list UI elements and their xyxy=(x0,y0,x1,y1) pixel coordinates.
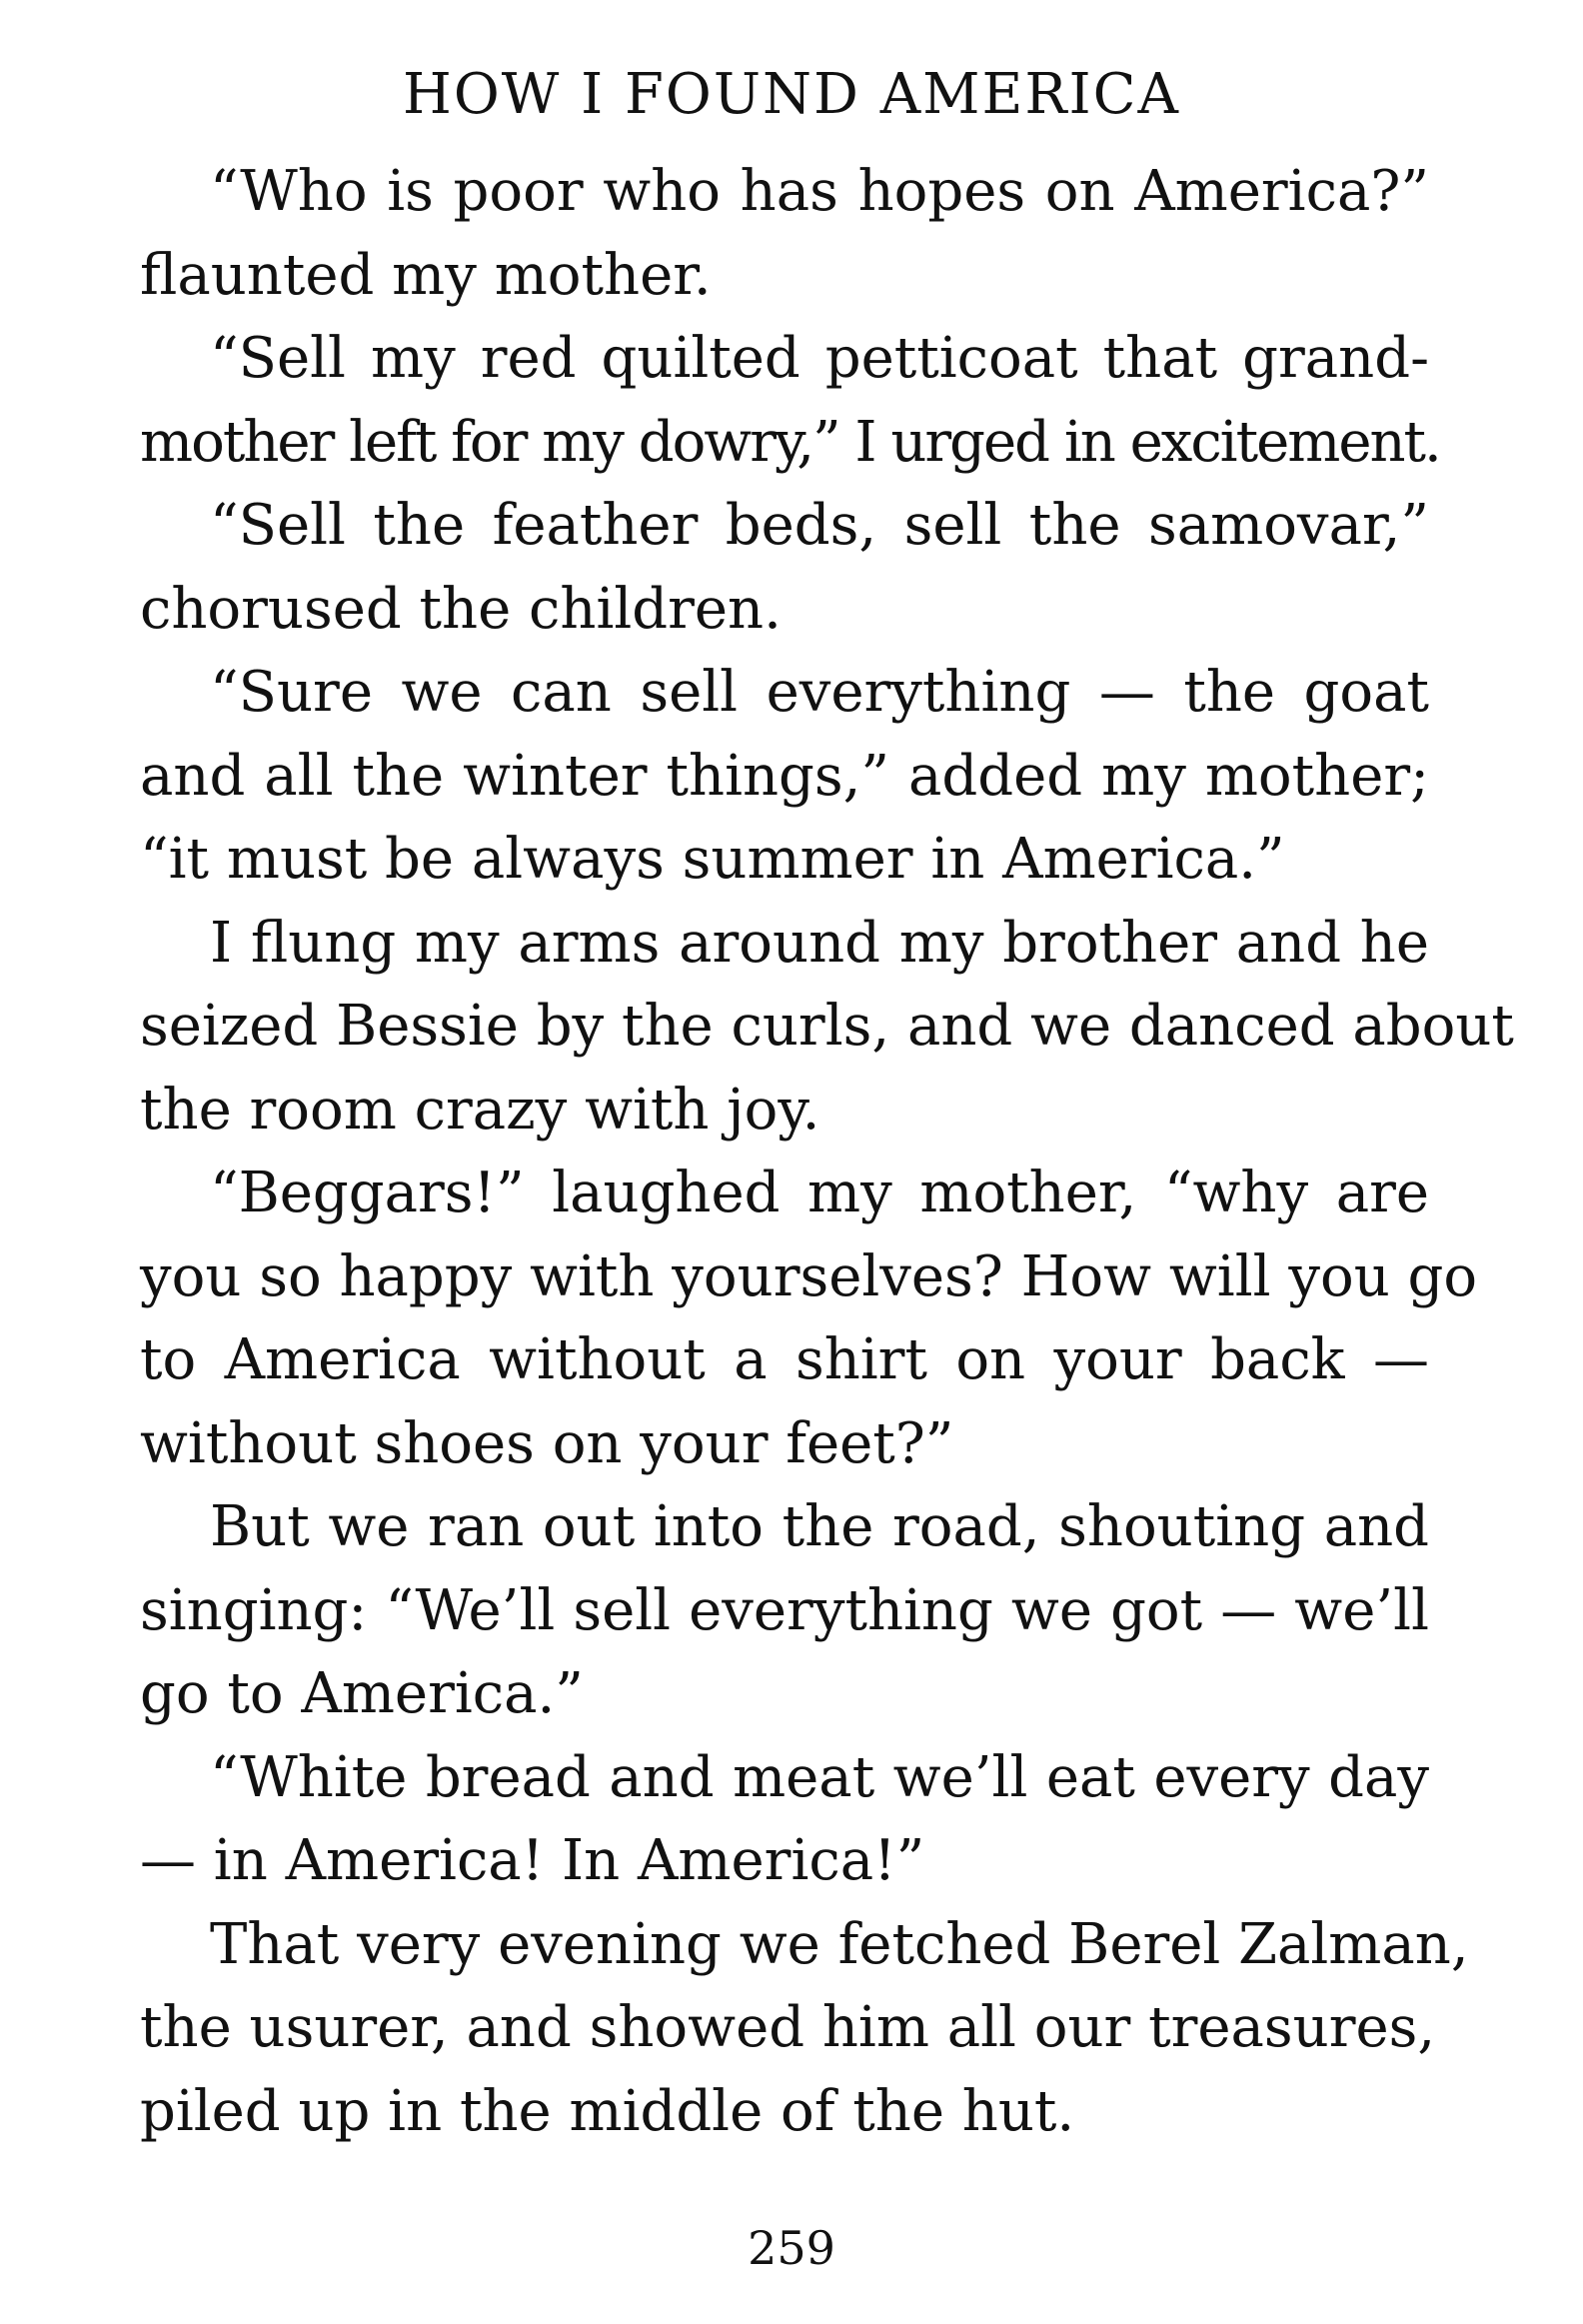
paragraph xyxy=(140,902,1514,1153)
text-line: chorused the children. xyxy=(140,576,782,642)
text-line: I flung my arms around my brother and he xyxy=(210,910,1429,976)
paragraph xyxy=(140,317,1440,484)
body-text xyxy=(140,150,1514,2153)
text-line: “White bread and meat we’ll eat every day xyxy=(210,1744,1429,1810)
text-line: to America without a shirt on your back — xyxy=(140,1327,1429,1392)
text-line: mother left for my dowry,” I urged in excitement. xyxy=(140,409,1440,475)
text-line: But we ran out into the road, shouting and xyxy=(210,1494,1429,1559)
text-line: the room crazy with joy. xyxy=(140,1077,820,1143)
text-line: the usurer, and showed him all our treasures, xyxy=(140,1995,1436,2060)
text-line: “it must be always summer in America.” xyxy=(140,827,1285,892)
paragraph xyxy=(140,484,1429,651)
paragraph xyxy=(140,150,1429,317)
running-head: HOW I FOUND AMERICA xyxy=(403,62,1180,127)
text-line: you so happy with yourselves? How will you go xyxy=(140,1243,1478,1309)
text-line: “Sell my red quilted petticoat that grand- xyxy=(210,326,1429,391)
text-line: piled up in the middle of the hut. xyxy=(140,2078,1075,2144)
paragraph xyxy=(140,1485,1429,1736)
text-line: “Sell the feather beds, sell the samovar,” xyxy=(210,493,1429,558)
text-line: “Who is poor who has hopes on America?” xyxy=(210,159,1429,224)
text-line: without shoes on your feet?” xyxy=(140,1410,954,1476)
text-line: flaunted my mother. xyxy=(140,242,712,308)
paragraph xyxy=(140,651,1429,902)
paragraph xyxy=(140,1736,1429,1903)
text-line: That very evening we fetched Berel Zalman, xyxy=(210,1911,1469,1977)
text-line: “Sure we can sell everything — the goat xyxy=(210,660,1429,725)
paragraph xyxy=(140,1903,1469,2154)
text-line: singing: “We’ll sell everything we got — we’ll xyxy=(140,1577,1429,1643)
text-line: “Beggars!” laughed my mother, “why are xyxy=(210,1161,1429,1225)
text-line: — in America! In America!” xyxy=(140,1828,925,1893)
text-line: go to America.” xyxy=(140,1661,584,1726)
page-number: 259 xyxy=(748,2221,835,2275)
text-line: seized Bessie by the curls, and we danced about xyxy=(140,994,1514,1059)
text-line: and all the winter things,” added my mother; xyxy=(140,743,1429,809)
paragraph xyxy=(140,1152,1478,1485)
